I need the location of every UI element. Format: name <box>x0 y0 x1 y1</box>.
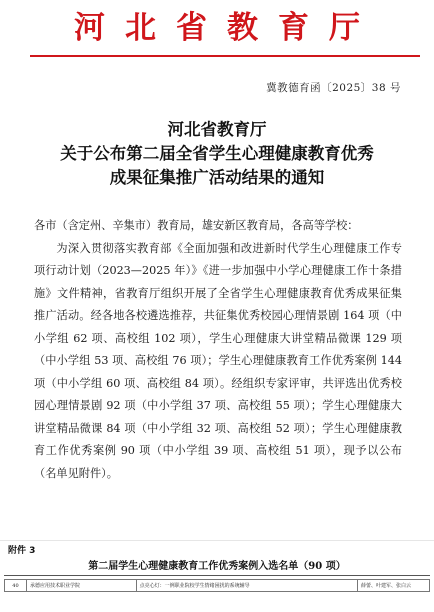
masthead-title: 河北省教育厅 <box>74 10 380 46</box>
title-line-sub: 成果征集推广活动结果的通知 <box>109 168 325 187</box>
body-paragraph: 为深入贯彻落实教育部《全面加强和改进新时代学生心理健康工作专项行动计划（2023—2025 年）》《进一步加强中小学心理健康工作十条措施》文件精神，省教育厅组织开展了全省学生心理健康教育优秀成果征集推广活动。经各地各校遴选推荐，共征集优秀校园心理情景剧 164 项（中小学组 62 项、高校组 102 项），学生心理健康大讲堂精品微课 129 项（中小学组 53 项、高校组 76 项）；学生心理健康教育工作优秀案例 144 项（中小学组 60 项、高校组 84 项）。经组织专家评审，共评选出优秀校园心理情景剧 92 项（中小学组 37 项、高校组 55 项）；学生心理健康大讲堂精品微课 84 项（中小学组 32 项、高校组 52 项）；学生心理健康教育工作优秀案例 90 项（中小学组 39 项、高校组 51 项），现予以公布（名单见附件）。 <box>34 241 402 480</box>
attachment-title: 第二届学生心理健康教育工作优秀案例入选名单（90 项） <box>88 561 346 572</box>
attachment-section <box>0 540 434 612</box>
case-list-table <box>4 579 430 592</box>
notice-title <box>0 118 434 190</box>
title-line-main: 关于公布第二届全省学生心理健康教育优秀 <box>60 144 374 163</box>
row-school: 承德应用技术职业学院 <box>26 580 136 592</box>
salutation: 各市（含定州、辛集市）教育局，雄安新区教育局，各高等学校： <box>34 219 359 232</box>
row-case-title: 点亮心灯：一例职业院校学生情绪困扰的系统辅导 <box>136 580 357 592</box>
title-line-issuer: 河北省教育厅 <box>167 120 267 139</box>
table-row <box>5 580 430 592</box>
row-number: 40 <box>5 580 27 592</box>
table-top-rule <box>4 575 430 576</box>
document-number: 冀教德育函〔2025〕38 号 <box>266 82 401 94</box>
row-authors: 薛蕾、叶建军、张白云 <box>358 580 430 592</box>
masthead-red-rule <box>30 55 420 57</box>
notice-body <box>34 215 402 485</box>
attachment-label: 附件 3 <box>8 546 36 556</box>
